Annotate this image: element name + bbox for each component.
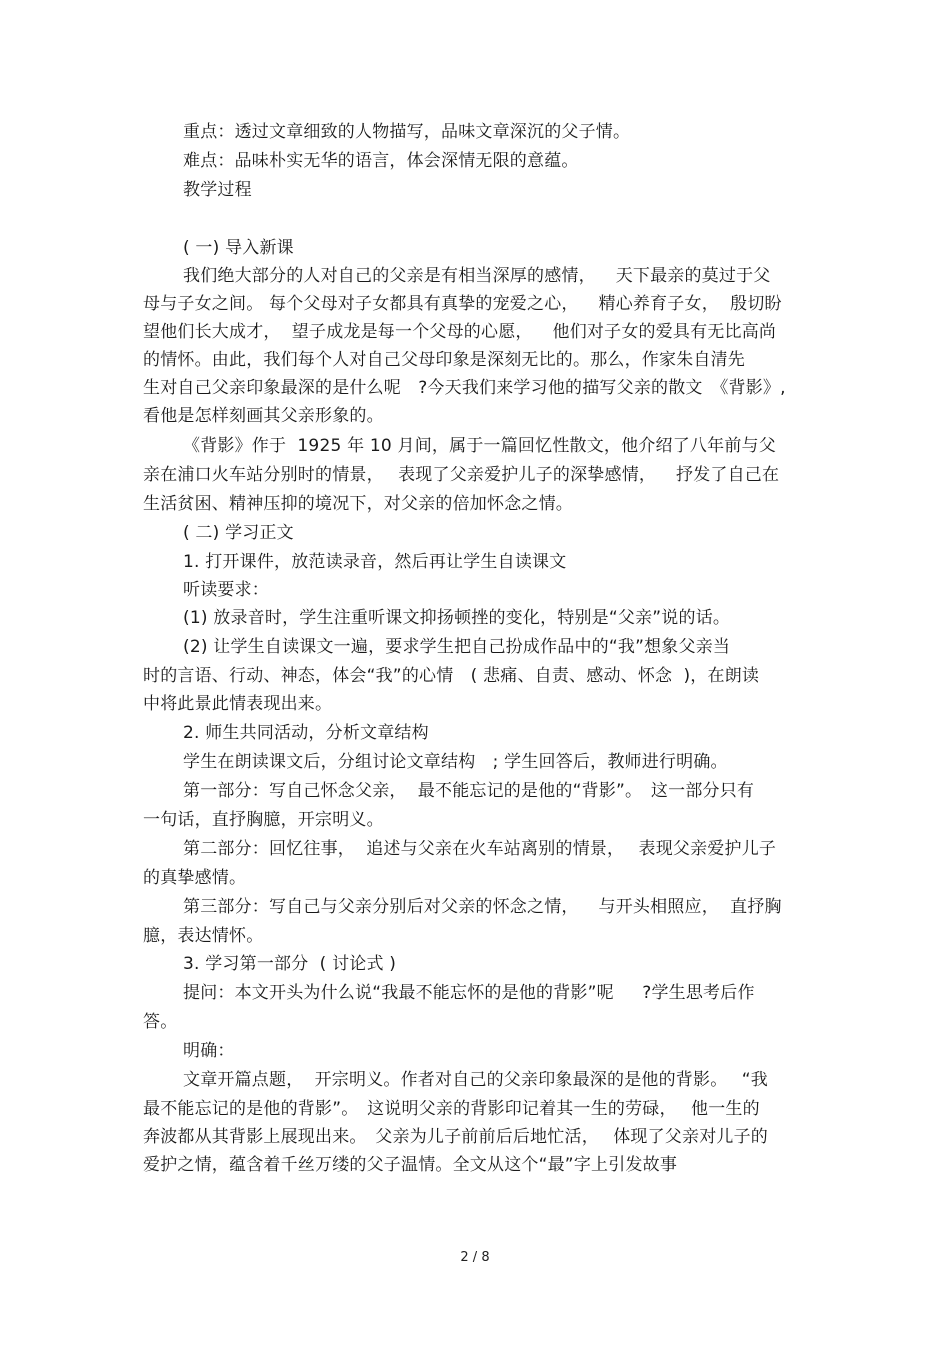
text-line: 听读要求： xyxy=(183,580,269,600)
text-line: 我们绝大部分的人对自己的父亲是有相当深厚的感情， 天下最亲的莫过于父 xyxy=(183,266,771,286)
text-line: (1) 放录音时，学生注重听课文抑扬顿挫的变化，特别是“父亲”说的话。 xyxy=(183,608,731,628)
text-line: 学生在朗读课文后，分组讨论文章结构 ; 学生回答后，教师进行明确。 xyxy=(183,752,728,772)
text-line: 奔波都从其背影上展现出来。 父亲为儿子前前后后地忙活， 体现了父亲对儿子的 xyxy=(143,1127,769,1147)
text-line: 重点：透过文章细致的人物描写，品味文章深沉的父子情。 xyxy=(183,122,631,142)
text-line: 看他是怎样刻画其父亲形象的。 xyxy=(143,406,384,426)
text-line: 亲在浦口火车站分别时的情景， 表现了父亲爱护儿子的深挚感情， 抒发了自己在 xyxy=(143,465,780,485)
text-line: 教学过程 xyxy=(183,180,252,200)
section-heading: ( 一) 导入新课 xyxy=(183,238,294,258)
text-line: 一句话，直抒胸臆，开宗明义。 xyxy=(143,810,384,830)
text-line: 文章开篇点题， 开宗明义。作者对自己的父亲印象最深的是他的背影。 “我 xyxy=(183,1070,768,1090)
text-line: 的真挚感情。 xyxy=(143,868,247,888)
text-line: 臆，表达情怀。 xyxy=(143,926,264,946)
text-line: 提问：本文开头为什么说“我最不能忘怀的是他的背影”呢 ?学生思考后作 xyxy=(183,983,755,1003)
text-line: 1. 打开课件，放范读录音，然后再让学生自读课文 xyxy=(183,552,567,572)
text-line: (2) 让学生自读课文一遍，要求学生把自己扮成作品中的“我”想象父亲当 xyxy=(183,637,731,657)
text-line: 母与子女之间。 每个父母对子女都具有真挚的宠爱之心， 精心养育子女， 殷切盼 xyxy=(143,294,782,314)
text-line: 答。 xyxy=(143,1012,178,1032)
text-line: 中将此景此情表现出来。 xyxy=(143,694,333,714)
text-line: 第二部分：回忆往事， 追述与父亲在火车站离别的情景， 表现父亲爱护儿子 xyxy=(183,839,777,859)
text-line: 难点：品味朴实无华的语言，体会深情无限的意蕴。 xyxy=(183,151,579,171)
text-line: 望他们长大成才， 望子成龙是每一个父母的心愿， 他们对子女的爱具有无比高尚 xyxy=(143,322,777,342)
text-line: 最不能忘记的是他的背影”。 这说明父亲的背影印记着其一生的劳碌， 他一生的 xyxy=(143,1099,760,1119)
text-line: 3. 学习第一部分 ( 讨论式 ) xyxy=(183,954,397,974)
text-line: 生对自己父亲印象最深的是什么呢 ?今天我们来学习他的描写父亲的散文 《背影》, xyxy=(143,378,786,398)
text-line: 第三部分：写自己与父亲分别后对父亲的怀念之情， 与开头相照应， 直抒胸 xyxy=(183,897,782,917)
section-heading: ( 二) 学习正文 xyxy=(183,523,294,543)
text-line: 爱护之情，蕴含着千丝万缕的父子温情。全文从这个“最”字上引发故事 xyxy=(143,1155,678,1175)
page-number: 2 / 8 xyxy=(460,1250,490,1265)
text-line: 时的言语、行动、神态，体会“我”的心情 ( 悲痛、自责、感动、怀念 )，在朗读 xyxy=(143,666,760,686)
text-line: 《背影》作于 1925 年 10 月间，属于一篇回忆性散文，他介绍了八年前与父 xyxy=(183,436,776,456)
text-line: 生活贫困、精神压抑的境况下，对父亲的倍加怀念之情。 xyxy=(143,494,573,514)
text-line: 第一部分：写自己怀念父亲， 最不能忘记的是他的“背影”。 这一部分只有 xyxy=(183,781,755,801)
text-line: 明确： xyxy=(183,1041,235,1061)
text-line: 2. 师生共同活动，分析文章结构 xyxy=(183,723,429,743)
text-line: 的情怀。由此，我们每个人对自己父母印象是深刻无比的。那么，作家朱自清先 xyxy=(143,350,745,370)
